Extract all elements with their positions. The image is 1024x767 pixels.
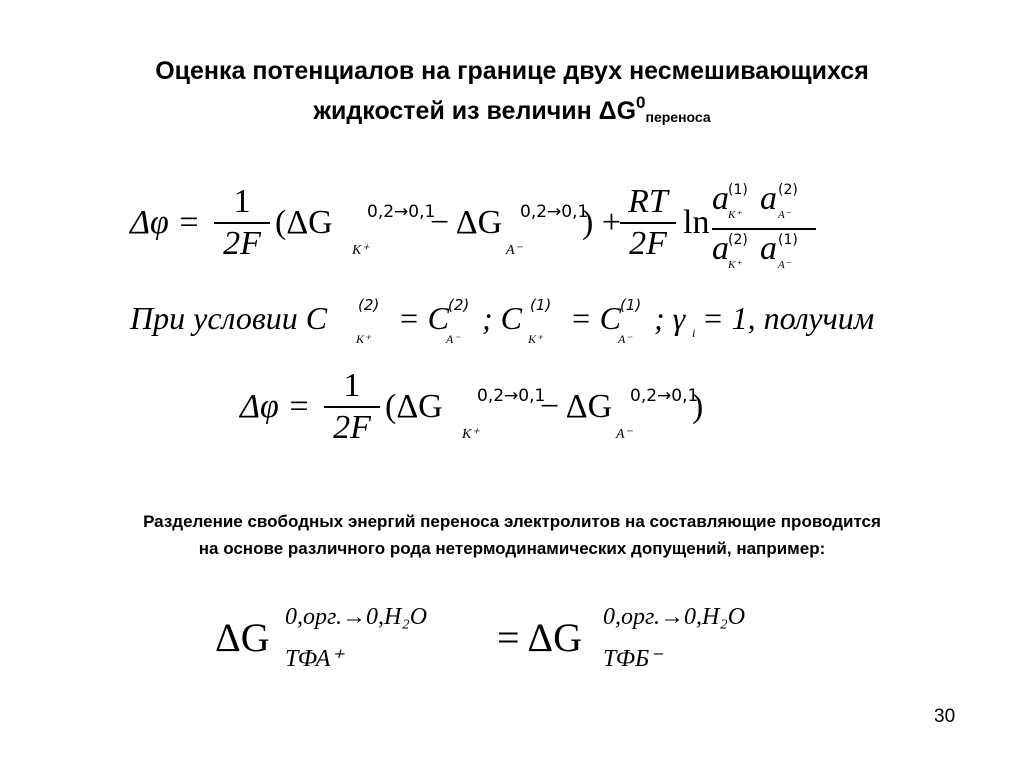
title-superscript: 0 <box>636 93 646 112</box>
eq1-close-plus: ) + <box>582 204 621 241</box>
eq3-close: ) <box>692 388 704 425</box>
eq3-open: (ΔG <box>385 388 443 425</box>
page-number: 30 <box>934 706 956 727</box>
slide-title <box>0 55 1024 133</box>
equation-potential-full <box>130 180 830 275</box>
eq1-minus: − ΔG <box>430 204 503 241</box>
eq1-a-num-sup-1: (1) <box>728 182 748 198</box>
eq2-c4-sup: (1) <box>620 296 642 314</box>
eq1-frac1-bar <box>214 222 270 224</box>
eq2-c1-sup: (2) <box>358 296 380 314</box>
equation-potential-simplified <box>240 366 740 446</box>
eq1-frac2-bar <box>620 222 676 224</box>
equation-tpa-tpb <box>215 600 835 675</box>
eq2-c2-sub: A⁻ <box>446 332 460 346</box>
eq2-eq-c4: = C <box>570 300 621 336</box>
eq1-a-den-sup-2: (1) <box>778 232 798 248</box>
eq1-frac2-den: 2F <box>629 224 667 262</box>
eq2-suffix: = 1, получим <box>702 300 875 336</box>
eq3-lhs: Δφ = <box>240 388 311 425</box>
eq1-open: (ΔG <box>275 204 333 241</box>
eq1-lhs: Δφ = <box>130 204 201 241</box>
eq4-right-sup: 0,орг.→0,H₂O <box>603 604 746 630</box>
eq1-sup1: 0,2→0,1 <box>367 202 436 222</box>
eq1-a-den-2: a <box>760 230 777 267</box>
eq1-frac1-num: 1 <box>233 183 251 220</box>
title-line-1: Оценка потенциалов на границе двух несмешивающихся <box>155 57 869 85</box>
eq1-a-num-sup-2: (2) <box>778 182 798 198</box>
eq1-a-den-1: a <box>712 230 729 267</box>
eq4-left-sup: 0,орг.→0,H₂O <box>285 604 428 630</box>
eq4-left-sub: ТФА⁺ <box>285 646 344 672</box>
eq1-activity-ratio <box>712 180 822 275</box>
eq3-frac-num: 1 <box>343 367 361 404</box>
eq2-gamma: ; γ <box>654 300 686 336</box>
eq1-frac1-den: 2F <box>223 224 261 262</box>
eq2-eq-c2: = C <box>398 300 449 336</box>
eq1-a-num-sub-2: A⁻ <box>778 209 791 221</box>
eq3-sup2: 0,2→0,1 <box>630 386 699 406</box>
eq2-prefix: При условии C <box>130 300 328 336</box>
eq4-equals: = ΔG <box>497 615 582 660</box>
eq1-fraction-1 <box>214 184 270 261</box>
eq1-a-den-sub-1: K⁺ <box>728 259 742 271</box>
eq1-a-den-sub-2: A⁻ <box>778 259 791 271</box>
eq2-c1-sub: K⁺ <box>356 332 371 346</box>
eq1-a-num-2: a <box>760 180 777 217</box>
eq1-frac2-num: RT <box>628 183 668 220</box>
eq2-c4-sub: A⁻ <box>618 332 632 346</box>
eq3-sub1: K⁺ <box>462 427 479 442</box>
equation-condition <box>130 292 910 352</box>
eq2-c3-sup: (1) <box>530 296 552 314</box>
eq1-ln: ln <box>683 204 710 241</box>
eq3-frac-den: 2F <box>333 408 371 446</box>
eq3-sup1: 0,2→0,1 <box>477 386 546 406</box>
title-line-2-text: жидкостей из величин ΔG <box>313 97 637 125</box>
eq1-a-num-1: a <box>712 180 729 217</box>
eq2-semi-c3: ; C <box>482 300 522 336</box>
title-line-2 <box>0 87 1024 133</box>
eq1-a-den-sup-1: (2) <box>728 232 748 248</box>
paragraph-line-1: Разделение свободных энергий переноса электролитов на составляющие проводится <box>143 512 881 531</box>
eq1-sub2: A⁻ <box>506 243 522 258</box>
eq3-frac-bar <box>324 406 380 408</box>
eq3-sub2: A⁻ <box>616 427 632 442</box>
eq1-sub1: K⁺ <box>352 243 369 258</box>
eq1-sup2: 0,2→0,1 <box>520 202 589 222</box>
paragraph-line-2: на основе различного рода нетермодинамических допущений, например: <box>198 539 826 558</box>
eq4-left: ΔG <box>215 615 270 660</box>
eq2-gamma-sub: i <box>692 326 696 340</box>
eq2-c2-sup: (2) <box>448 296 470 314</box>
eq4-right-sub: ТФБ⁻ <box>603 646 662 672</box>
title-subscript: переноса <box>645 109 711 125</box>
eq3-fraction <box>324 368 380 445</box>
eq2-c3-sub: K⁺ <box>528 332 543 346</box>
eq1-fraction-2 <box>620 184 676 261</box>
paragraph <box>0 508 1024 562</box>
eq1-a-num-sub-1: K⁺ <box>728 209 742 221</box>
eq3-minus: − ΔG <box>540 388 613 425</box>
